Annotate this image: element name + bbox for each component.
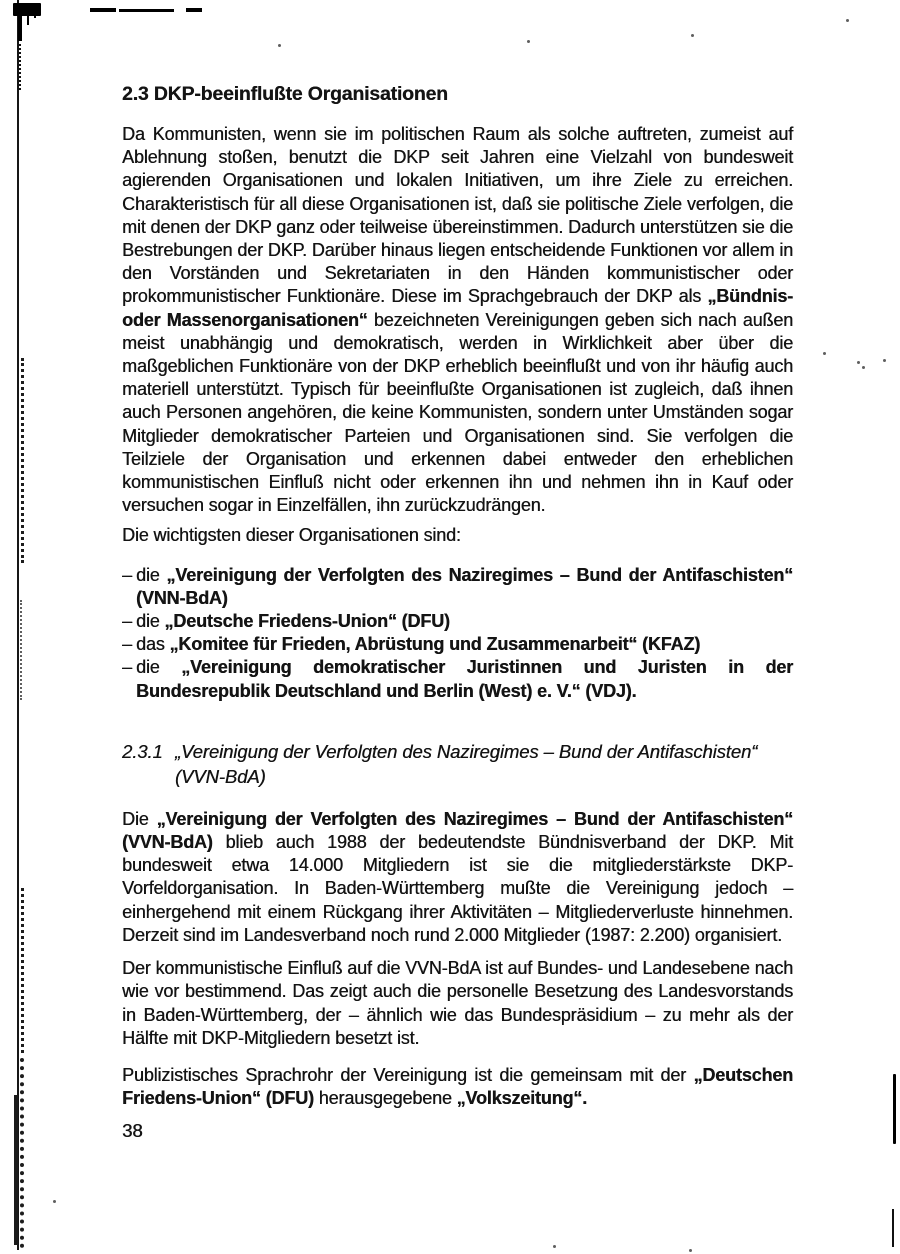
list-dash: –: [122, 657, 132, 678]
scan-speck: [691, 34, 694, 37]
scan-ink-drip: [34, 12, 36, 18]
scan-edge-speckle: [21, 358, 24, 563]
scan-ink-drip: [18, 14, 22, 41]
scan-top-dash: [186, 8, 202, 12]
subsection-title: [175, 739, 793, 789]
paragraph-publizistik: Publizistisches Sprachrohr der Vereinigung ist die gemeinsam mit der „Deutschen Friedens-Union“ (DFU) herausgegebene „Volkszeitung“.: [122, 1064, 793, 1109]
section-heading: 2.3 DKP-beeinflußte Organisationen: [122, 83, 448, 105]
list-item-vdj: [122, 656, 793, 702]
scan-speck: [823, 352, 826, 355]
scan-right-margin-line: [892, 1209, 894, 1247]
page-number: 38: [122, 1120, 143, 1142]
scan-speck: [857, 361, 860, 364]
subsection-title-line1: „Vereinigung der Verfolgten des Naziregimes – Bund der Antifaschisten“: [175, 740, 758, 762]
list-dash: –: [122, 634, 132, 655]
scan-top-dash: [90, 8, 116, 12]
scan-edge-speckle: [21, 888, 24, 1053]
list-item-text: das „Komitee für Frieden, Abrüstung und Zusammenarbeit“ (KFAZ): [136, 634, 701, 655]
list-item-dfu: [122, 610, 793, 633]
subsection-number: 2.3.1: [122, 740, 163, 762]
page-content: [122, 83, 793, 1142]
scan-left-edge-line: [17, 0, 19, 1250]
scan-corner-blob: [13, 3, 41, 16]
scan-edge-bar: [14, 1095, 18, 1245]
scan-edge-speckle: [20, 600, 22, 700]
list-item-text: die „Vereinigung demokratischer Juristinnen und Juristen in der Bundesrepublik Deutschland und Berlin (West) e. V.“ (VDJ).: [136, 657, 794, 701]
scan-speck: [278, 44, 281, 47]
scan-speck: [846, 19, 849, 22]
scan-speck: [689, 1249, 692, 1252]
scan-speck: [883, 359, 886, 362]
scan-speck: [553, 1245, 556, 1248]
scan-edge-speckle: [20, 1058, 24, 1248]
subsection-heading: [122, 739, 793, 789]
scan-top-dash: [119, 9, 174, 12]
paragraph-intro: Da Kommunisten, wenn sie im politischen Raum als solche auftreten, zumeist auf Ablehnung stoßen, benutzt die DKP seit Jahren eine Vielzahl von bundesweit agierenden Organisationen und lokalen Initiativen, um ihre Ziele zu erreichen. Charakteristisch für all diese Organisationen ist, daß sie politische Ziele verfolgen, die mit denen der DKP ganz oder teilweise übereinstimmen. Dadurch unterstützen sie die Bestrebungen der DKP. Darüber hinaus liegen entscheidende Funktionen vor allem in den Vorständen und Sekretariaten in den Händen kommunistischer oder prokommunistischer Funktionäre. Diese im Sprachgebrauch der DKP als „Bündnis- oder Massenorganisationen“ bezeichneten Vereinigungen geben sich nach außen meist unabhängig und demokratisch, werden in Wirklichkeit aber über die maßgeblichen Funktionäre von der DKP erheblich beeinflußt und von ihr häufig auch materiell unterstützt. Typisch für beeinflußte Organisationen ist zugleich, daß ihnen auch Personen angehören, die keine Kommunisten, sondern unter Umständen sogar Mitglieder demokratischer Parteien und Organisationen sind. Sie verfolgen die Teilziele der Organisation und erkennen dabei entweder den erheblichen kommunistischen Einfluß nicht oder erkennen ihn und nehmen ihn in Kauf oder versuchen sogar in Einzelfällen, ihn zurückzudrängen.: [122, 124, 793, 516]
subsection-title-line2: (VVN-BdA): [175, 765, 266, 787]
list-item-kfaz: [122, 633, 793, 656]
scan-speck: [862, 366, 865, 369]
scan-right-margin-line: [893, 1074, 896, 1144]
paragraph-einfluss: Der kommunistische Einfluß auf die VVN-BdA ist auf Bundes- und Landesebene nach wie vor bestimmend. Das zeigt auch die personelle Besetzung des Landesvorstands in Baden-Württemberg, der – ähnlich wie das Bundespräsidium – zu mehr als der Hälfte mit DKP-Mitgliedern besetzt ist.: [122, 958, 793, 1048]
scan-speck: [53, 1200, 56, 1203]
list-dash: –: [122, 611, 132, 632]
list-item-vvn-bda: [122, 564, 793, 610]
scan-ink-drip-dots: [19, 44, 21, 90]
organization-list: [122, 564, 793, 703]
list-dash: –: [122, 564, 132, 585]
list-item-text: die „Vereinigung der Verfolgten des Naziregimes – Bund der Antifaschisten“ (VNN-BdA): [136, 564, 794, 608]
paragraph-vvn: Die „Vereinigung der Verfolgten des Naziregimes – Bund der Antifaschisten“ (VVN-BdA) blieb auch 1988 der bedeutendste Bündnisverband der DKP. Mit bundesweit etwa 14.000 Mitgliedern ist sie die mitgliederstärkste DKP-Vorfeldorganisation. In Baden-Württemberg mußte die Vereinigung jedoch – einhergehend mit einem Rückgang ihrer Aktivitäten – Mitgliederverluste hinnehmen. Derzeit sind im Landesverband noch rund 2.000 Mitglieder (1987: 2.200) organisiert.: [122, 808, 793, 945]
scan-speck: [527, 40, 530, 43]
list-intro: Die wichtigsten dieser Organisationen sind:: [122, 525, 461, 546]
list-item-text: die „Deutsche Friedens-Union“ (DFU): [136, 611, 450, 632]
scan-ink-drip: [27, 14, 29, 25]
